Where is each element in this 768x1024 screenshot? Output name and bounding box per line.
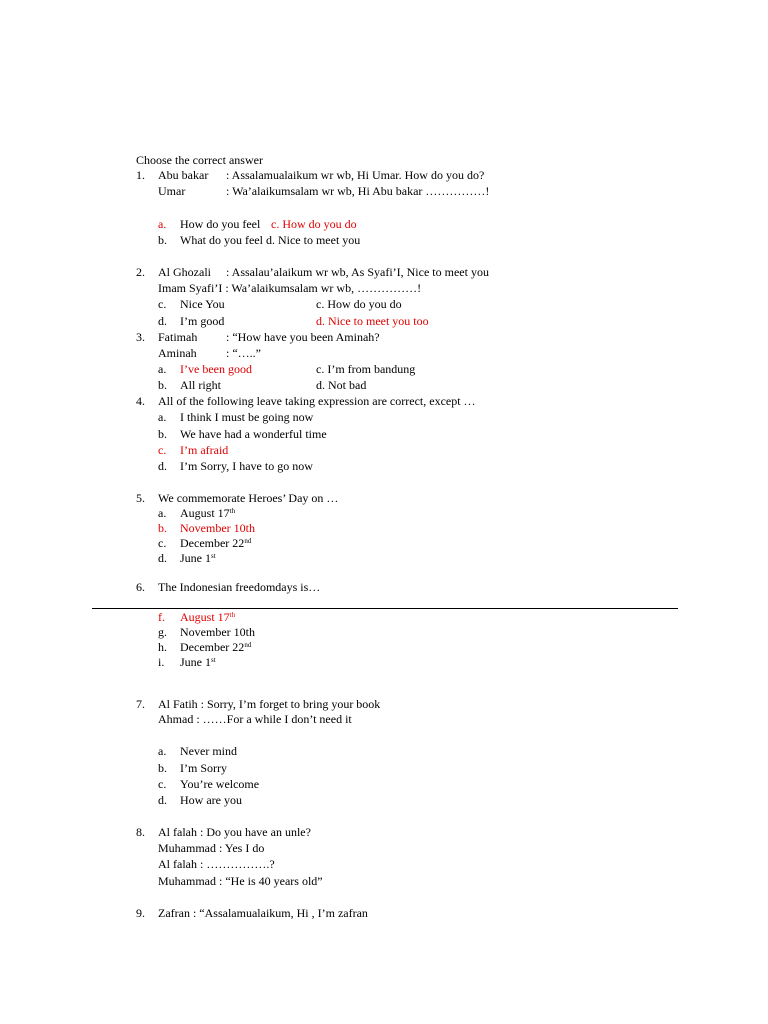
q7-option-d-text: How are you [180,793,242,807]
q3-number: 3. [136,330,145,344]
q3-option-c: c. I’m from bandung [316,362,416,376]
q2-option-d-text: I’m good [180,314,225,328]
q6-option-h-letter: h. [158,640,167,654]
q3-option-a-letter: a. [158,362,167,376]
q6-question: The Indonesian freedomdays is… [158,580,321,594]
q4-option-b-letter: b. [158,427,167,441]
q5-option-d-text: June 1st [180,551,216,565]
q2-line-2: Imam Syafi’I : Wa’alaikumsalam wr wb, ……………! [158,281,422,295]
q4-option-c-letter: c. [158,443,167,457]
q2-option-d-answer: d. Nice to meet you too [316,314,429,328]
q7-number: 7. [136,697,145,711]
q8-line-2: Muhammad : Yes I do [158,841,265,855]
q5-question: We commemorate Heroes’ Day on … [158,491,339,505]
q2-line-1: : Assalau’alaikum wr wb, As Syafi’I, Nice to meet you [226,265,489,279]
q3-option-b-text: All right [180,378,221,392]
q5-option-d-letter: d. [158,551,167,565]
q7-option-a-letter: a. [158,744,167,758]
q1-option-a-text: How do you feel [180,217,261,231]
q3-option-a-answer: I’ve been good [180,362,252,376]
q3-speaker-2: Aminah [158,346,197,360]
q8-line-1: Al falah : Do you have an unle? [158,825,311,839]
q6-option-i-letter: i. [158,655,165,669]
q2-number: 2. [136,265,145,279]
q4-number: 4. [136,394,145,408]
q6-option-i-text: June 1st [180,655,216,669]
q7-option-b-text: I’m Sorry [180,761,227,775]
q3-option-d: d. Not bad [316,378,367,392]
q8-line-4: Muhammad : “He is 40 years old” [158,874,323,888]
q1-option-b-letter: b. [158,233,167,247]
q7-option-a-text: Never mind [180,744,237,758]
q1-number: 1. [136,168,145,182]
q5-option-b-answer: November 10th [180,521,255,535]
q4-option-a-text: I think I must be going now [180,410,314,424]
q3-line-1: : “How have you been Aminah? [226,330,380,344]
q4-option-a-letter: a. [158,410,167,424]
q5-option-c-text: December 22nd [180,536,252,550]
horizontal-rule [92,608,678,609]
q6-number: 6. [136,580,145,594]
q6-option-h-text: December 22nd [180,640,252,654]
q7-option-d-letter: d. [158,793,167,807]
q1-speaker-2: Umar [158,184,186,198]
q1-line-2: : Wa’alaikumsalam wr wb, Hi Abu bakar ……………! [226,184,490,198]
q4-option-d-letter: d. [158,459,167,473]
q1-option-b-text: What do you feel d. Nice to meet you [180,233,361,247]
q7-line-1: Al Fatih : Sorry, I’m forget to bring your book [158,697,381,711]
q9-number: 9. [136,906,145,920]
instructions-heading: Choose the correct answer [136,153,263,167]
q7-option-c-text: You’re welcome [180,777,260,791]
q6-option-f-answer: August 17th [180,610,236,624]
q8-number: 8. [136,825,145,839]
q2-option-c-text: Nice You [180,297,225,311]
q9-line-1: Zafran : “Assalamualaikum, Hi , I’m zafran [158,906,368,920]
q8-line-3: Al falah : …………….? [158,857,275,871]
q5-option-a-letter: a. [158,506,167,520]
q2-speaker-1: Al Ghozali [158,265,211,279]
q3-option-b-letter: b. [158,378,167,392]
q6-option-g-text: November 10th [180,625,255,639]
q4-question: All of the following leave taking expression are correct, except … [158,394,476,408]
q7-option-b-letter: b. [158,761,167,775]
q4-option-d-text: I’m Sorry, I have to go now [180,459,313,473]
q5-number: 5. [136,491,145,505]
q1-option-c-answer: c. How do you do [271,217,357,231]
q7-line-2: Ahmad : ……For a while I don’t need it [158,712,352,726]
q2-option-c2: c. How do you do [316,297,402,311]
q3-speaker-1: Fatimah [158,330,198,344]
q4-option-c-answer: I’m afraid [180,443,229,457]
q6-option-g-letter: g. [158,625,167,639]
q5-option-a-text: August 17th [180,506,236,520]
q1-option-a-letter: a. [158,217,167,231]
q7-option-c-letter: c. [158,777,167,791]
q5-option-b-letter: b. [158,521,167,535]
q2-option-c-letter: c. [158,297,167,311]
q2-option-d-letter: d. [158,314,167,328]
q6-option-f-letter: f. [158,610,165,624]
q1-line-1: : Assalamualaikum wr wb, Hi Umar. How do you do? [226,168,485,182]
q5-option-c-letter: c. [158,536,167,550]
q1-speaker-1: Abu bakar [158,168,209,182]
q3-line-2: : “…..” [226,346,261,360]
q4-option-b-text: We have had a wonderful time [180,427,327,441]
